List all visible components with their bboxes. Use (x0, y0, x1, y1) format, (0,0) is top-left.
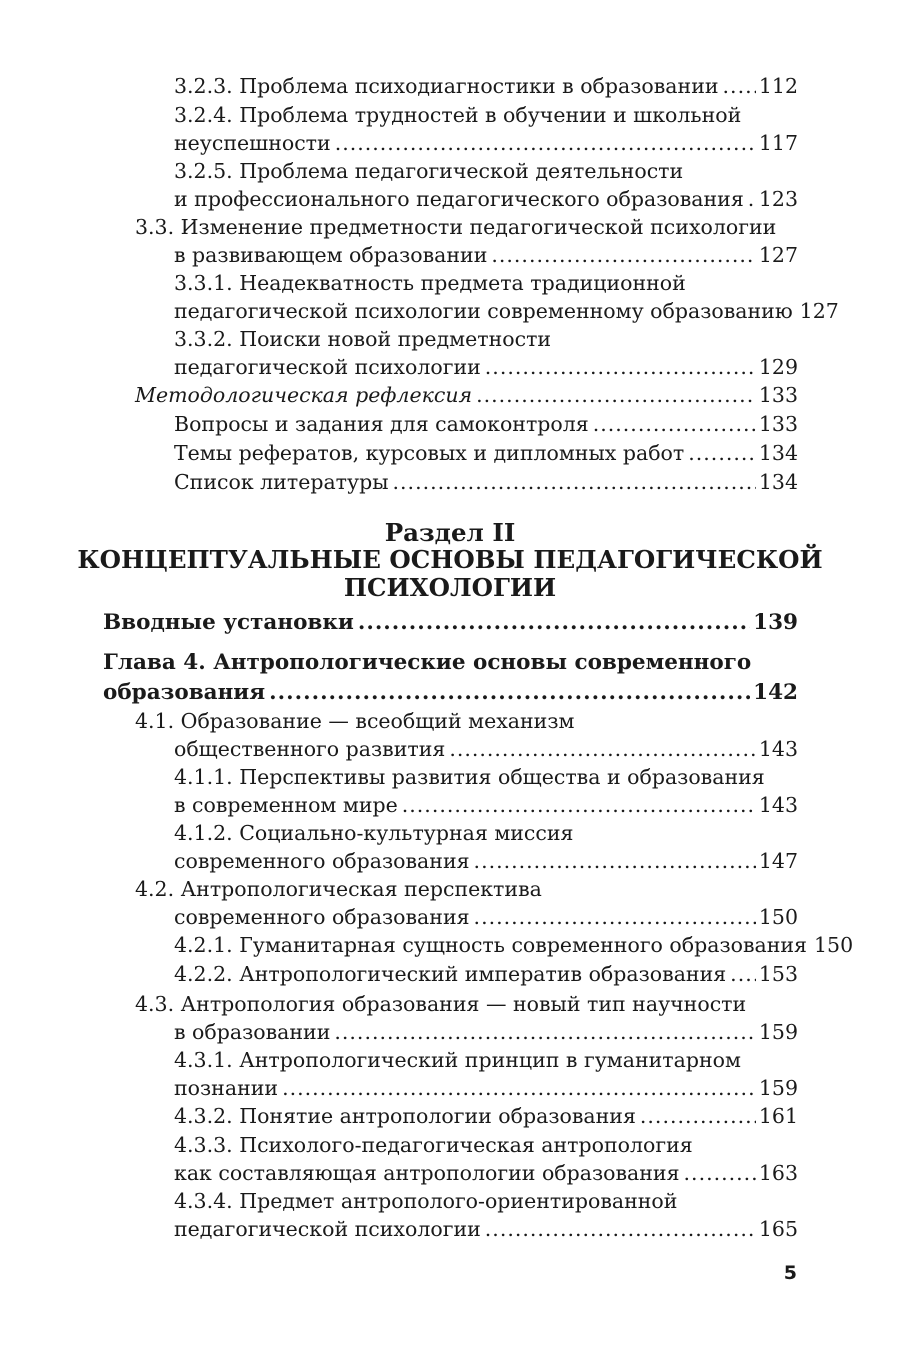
toc-entry: Методологическая рефлексия ..... 133 (135, 381, 798, 409)
toc-chapter: Глава 4. Антропологические основы современного образования ..... 142 (103, 648, 798, 708)
toc-page-number: 134 (758, 441, 798, 465)
toc-entry: 4.3.4. Предмет антрополого-ориентированной педагогической психологии ..... 165 (174, 1187, 798, 1243)
toc-page-number: 150 (758, 905, 798, 929)
page-number: 5 (783, 1262, 797, 1284)
toc-page-number: 127 (758, 243, 798, 267)
toc-entry: 3.3.1. Неадекватность предмета традиционной педагогической психологии современному образованию 127 (174, 271, 839, 323)
toc-entry: 3.2.4. Проблема трудностей в обучении и школьной неуспешности ..... 117 (174, 101, 798, 157)
toc-page-number: 139 (753, 610, 798, 635)
toc-page-number: 127 (799, 299, 839, 323)
toc-entry: 4.3.2. Понятие антропологии образования ..... 161 (174, 1102, 798, 1130)
toc-page-number: 163 (758, 1161, 798, 1185)
toc-page-number: 150 (814, 933, 854, 957)
section-label: Раздел II (384, 518, 516, 547)
toc-page-number: 159 (758, 1020, 798, 1044)
toc-entry: 4.2.1. Гуманитарная сущность современного образования 150 (174, 933, 854, 957)
toc-entry: 3.2.3. Проблема психодиагностики в образовании ..... 112 (174, 72, 798, 100)
section-title-line-1: КОНЦЕПТУАЛЬНЫЕ ОСНОВЫ ПЕДАГОГИЧЕСКОЙ (77, 545, 823, 574)
toc-entry: 4.3. Антропология образования — новый тип научности в образовании ..... 159 (135, 990, 798, 1046)
toc-page-number: 133 (758, 383, 798, 407)
toc-page-number: 143 (758, 737, 798, 761)
toc-entry: 3.3.2. Поиски новой предметности педагогической психологии ..... 129 (174, 325, 798, 381)
toc-page-number: 142 (753, 680, 798, 705)
toc-entry: 4.2. Антропологическая перспектива современного образования ..... 150 (135, 875, 798, 931)
toc-entry: Список литературы ..... 134 (174, 468, 798, 496)
toc-entry: 4.1. Образование — всеобщий механизм общественного развития ..... 143 (135, 707, 798, 763)
toc-page-number: 165 (758, 1217, 798, 1241)
toc-entry: 4.2.2. Антропологический императив образования ..... 153 (174, 960, 798, 988)
toc-entry: 4.3.1. Антропологический принцип в гуманитарном познании ..... 159 (174, 1046, 798, 1102)
toc-page-number: 147 (758, 849, 798, 873)
toc-entry: 4.3.3. Психолого-педагогическая антропология как составляющая антропологии образования ..... 163 (174, 1131, 798, 1187)
toc-page-number: 153 (758, 962, 798, 986)
toc-entry: 4.1.2. Социально-культурная миссия современного образования ..... 147 (174, 819, 798, 875)
toc-page-number: 129 (758, 355, 798, 379)
toc-page-number: 143 (758, 793, 798, 817)
toc-entry: 4.1.1. Перспективы развития общества и образования в современном мире ..... 143 (174, 763, 798, 819)
toc-entry: 3.2.5. Проблема педагогической деятельности и профессионального педагогического образования ..... 123 (174, 157, 798, 213)
toc-entry: Вопросы и задания для самоконтроля ..... 133 (174, 410, 798, 438)
toc-page-number: 161 (758, 1104, 798, 1128)
toc-page-number: 112 (758, 74, 798, 98)
toc-page-number: 123 (758, 187, 798, 211)
toc-page-number: 134 (758, 470, 798, 494)
section-title-line-2: ПСИХОЛОГИИ (343, 573, 557, 602)
toc-page-number: 117 (758, 131, 798, 155)
toc-page-number: 159 (758, 1076, 798, 1100)
toc-page-number: 133 (758, 412, 798, 436)
toc-entry: 3.3. Изменение предметности педагогической психологии в развивающем образовании ..... 127 (135, 213, 798, 269)
toc-intro: Вводные установки ..... 139 (103, 608, 798, 638)
toc-entry: Темы рефератов, курсовых и дипломных работ ..... 134 (174, 439, 798, 467)
